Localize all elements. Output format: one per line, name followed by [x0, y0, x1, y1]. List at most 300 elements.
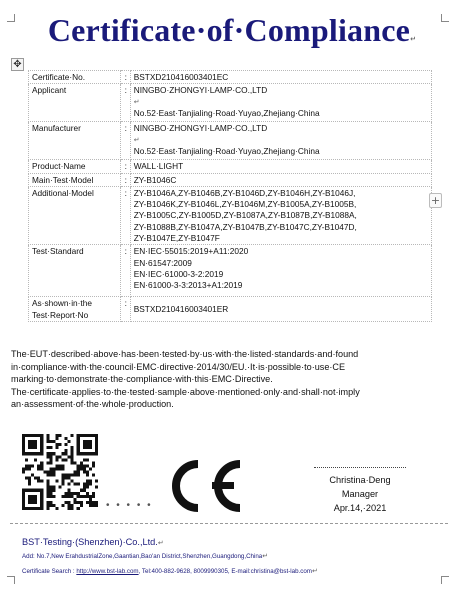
qr-module [28, 480, 31, 483]
footer-company-name: BST·Testing·(Shenzhen)·Co.,Ltd.↵ [22, 537, 164, 547]
dotted-leader: • • • • • [106, 500, 153, 511]
test-standard-line: EN·61547:2009 [133, 257, 192, 268]
qr-module [46, 489, 49, 492]
qr-module [46, 437, 49, 440]
signature-line [314, 467, 406, 468]
qr-module [46, 483, 49, 486]
qr-module [89, 434, 92, 437]
qr-module [34, 495, 37, 498]
move-handle-icon[interactable]: ✥ [11, 58, 24, 71]
paragraph-mark-icon: ↵ [410, 35, 417, 43]
qr-module [65, 452, 68, 455]
qr-module [92, 474, 95, 477]
qr-module [22, 492, 25, 495]
qr-module [55, 437, 58, 440]
qr-module [80, 501, 83, 504]
additional-model-label: Additional·Model [29, 186, 121, 244]
qr-module [22, 501, 25, 504]
table-row [29, 71, 432, 84]
manufacturer-name: NINGBO·ZHONGYI·LAMP·CO.,LTD [133, 123, 268, 134]
qr-module [86, 492, 89, 495]
qr-module [83, 483, 86, 486]
qr-module [40, 449, 43, 452]
qr-module [80, 434, 83, 437]
qr-module [52, 486, 55, 489]
qr-module [89, 443, 92, 446]
qr-module [40, 507, 43, 510]
qr-module [77, 464, 80, 467]
ce-mark-logo [160, 458, 246, 514]
qr-module [95, 504, 98, 507]
qr-module [92, 504, 95, 507]
qr-module [68, 501, 71, 504]
qr-module [65, 458, 68, 461]
compliance-statement [11, 348, 451, 411]
qr-module [49, 492, 52, 495]
qr-module [40, 440, 43, 443]
qr-module [28, 434, 31, 437]
signatory-name: Christina·Deng [329, 475, 391, 485]
manufacturer-value [130, 122, 431, 160]
qr-module [86, 501, 89, 504]
qr-module [68, 507, 71, 510]
qr-module [37, 452, 40, 455]
test-report-no-value: BSTXD210416003401ER [130, 297, 431, 322]
qr-module [71, 455, 74, 458]
qr-module [55, 434, 58, 437]
statement-line: in·compliance·with·the·council·EMC·directive·2014/30/EU.·It·is·possible·to·use·CE [11, 361, 346, 372]
qr-module [49, 455, 52, 458]
qr-module [46, 440, 49, 443]
test-standard-value [130, 245, 431, 297]
qr-module [46, 474, 49, 477]
qr-module [95, 440, 98, 443]
qr-module [40, 501, 43, 504]
footer-separator [10, 523, 448, 524]
qr-module [86, 483, 89, 486]
test-standard-line: EN·IEC·61000-3-2:2019 [133, 268, 224, 279]
qr-module [86, 446, 89, 449]
qr-module [55, 458, 58, 461]
main-test-model-value: ZY-B1046C [130, 173, 431, 186]
table-row [29, 84, 432, 122]
qr-module [40, 489, 43, 492]
qr-module [86, 464, 89, 467]
qr-module [25, 477, 28, 480]
qr-module [40, 504, 43, 507]
qr-module [31, 507, 34, 510]
qr-module [22, 467, 25, 470]
statement-line: an·assessment·of·the·whole·production. [11, 399, 174, 409]
qr-module [89, 504, 92, 507]
qr-module [71, 495, 74, 498]
qr-module [49, 504, 52, 507]
qr-module [40, 492, 43, 495]
qr-module [95, 446, 98, 449]
qr-module [77, 440, 80, 443]
paragraph-mark-icon: ↵ [157, 539, 164, 547]
qr-module [34, 458, 37, 461]
qr-module [31, 446, 34, 449]
qr-module [83, 467, 86, 470]
table-row [29, 122, 432, 160]
qr-module [31, 434, 34, 437]
qr-module [92, 501, 95, 504]
qr-module [55, 480, 58, 483]
qr-module [40, 498, 43, 501]
applicant-name: NINGBO·ZHONGYI·LAMP·CO.,LTD [133, 85, 268, 96]
qr-module [80, 461, 83, 464]
qr-module [49, 458, 52, 461]
certificate-search-label: Certificate Search : [22, 568, 77, 575]
additional-model-line: ZY-B1046K,ZY-B1046L,ZY-B1046M,ZY-B1005A,ZY-B1005B, [133, 199, 357, 210]
paragraph-mark-icon: ↵ [133, 135, 140, 144]
qr-module [77, 446, 80, 449]
qr-module [22, 452, 25, 455]
qr-module [89, 467, 92, 470]
qr-module [31, 443, 34, 446]
qr-module [58, 464, 61, 467]
qr-module [71, 452, 74, 455]
qr-module [37, 464, 40, 467]
qr-module [40, 446, 43, 449]
qr-module [86, 486, 89, 489]
qr-module [74, 483, 77, 486]
qr-module [22, 446, 25, 449]
qr-module [80, 467, 83, 470]
details-table [28, 70, 432, 322]
qr-module [65, 501, 68, 504]
qr-module [92, 495, 95, 498]
qr-module [62, 480, 65, 483]
colon: : [120, 122, 130, 160]
qr-module [46, 492, 49, 495]
qr-module [89, 495, 92, 498]
qr-module [49, 474, 52, 477]
qr-module [46, 446, 49, 449]
qr-module [22, 440, 25, 443]
corner-mark-top-left [7, 14, 15, 22]
qr-module [52, 470, 55, 473]
qr-module [40, 434, 43, 437]
corner-mark-top-right [441, 14, 449, 22]
test-standard-line: EN·61000-3-3:2013+A1:2019 [133, 280, 243, 291]
corner-mark-bottom-left [7, 576, 15, 584]
colon: : [120, 84, 130, 122]
qr-module [71, 461, 74, 464]
table-row [29, 297, 432, 322]
applicant-address: No.52·East·Tanjialing·Road·Yuyao,Zhejiang·China [133, 107, 320, 118]
table-row [29, 173, 432, 186]
qr-module [68, 474, 71, 477]
qr-module [28, 464, 31, 467]
qr-module [37, 477, 40, 480]
qr-module [52, 489, 55, 492]
qr-module [71, 458, 74, 461]
paragraph-mark-icon: ↵ [133, 97, 140, 106]
qr-module [31, 495, 34, 498]
qr-module [25, 458, 28, 461]
qr-module [52, 474, 55, 477]
qr-module [22, 443, 25, 446]
qr-module [28, 495, 31, 498]
qr-module [46, 434, 49, 437]
qr-module [89, 440, 92, 443]
qr-module [55, 467, 58, 470]
qr-module [28, 483, 31, 486]
qr-module [28, 446, 31, 449]
main-test-model-label: Main·Test·Model [29, 173, 121, 186]
qr-module [25, 507, 28, 510]
statement-line: The·EUT·described·above·has·been·tested·by·us·with·the·listed·standards·and·found [11, 349, 359, 359]
qr-module [31, 501, 34, 504]
qr-module [74, 498, 77, 501]
qr-module [58, 467, 61, 470]
footer-contact: Certificate Search : http://www.bst-lab.com, Tel:400-882-9628, 8009990305, E-mail:christina@bst-lab.com↵ [22, 567, 318, 575]
qr-module [83, 446, 86, 449]
qr-module [31, 440, 34, 443]
qr-module [68, 495, 71, 498]
qr-module [77, 483, 80, 486]
qr-module [86, 434, 89, 437]
qr-module [74, 474, 77, 477]
qr-module [28, 501, 31, 504]
qr-module [68, 492, 71, 495]
qr-module [95, 480, 98, 483]
qr-module [49, 501, 52, 504]
qr-module [83, 452, 86, 455]
qr-module [37, 467, 40, 470]
qr-module [49, 446, 52, 449]
applicant-value [130, 84, 431, 122]
qr-module [25, 467, 28, 470]
manufacturer-address: No.52·East·Tanjialing·Road·Yuyao,Zhejiang·China [133, 145, 320, 156]
colon: : [120, 245, 130, 297]
qr-module [58, 486, 61, 489]
qr-module [34, 452, 37, 455]
qr-module [40, 464, 43, 467]
qr-module [62, 458, 65, 461]
qr-module [31, 474, 34, 477]
test-standard-line: EN·IEC·55015:2019+A11:2020 [133, 246, 249, 257]
qr-module [80, 489, 83, 492]
qr-module [86, 458, 89, 461]
qr-module [46, 470, 49, 473]
signatory-role: Manager [341, 489, 379, 499]
qr-module [95, 486, 98, 489]
qr-module [65, 492, 68, 495]
qr-module [86, 470, 89, 473]
qr-module [77, 449, 80, 452]
qr-module [95, 452, 98, 455]
qr-module [95, 437, 98, 440]
qr-module [83, 464, 86, 467]
add-column-icon[interactable]: + [430, 194, 441, 207]
qr-module [77, 452, 80, 455]
qr-module [74, 461, 77, 464]
website-link[interactable]: http://www.bst-lab.com [76, 568, 139, 575]
qr-module [71, 446, 74, 449]
qr-module [49, 495, 52, 498]
qr-module [77, 507, 80, 510]
qr-module [80, 495, 83, 498]
qr-module [52, 504, 55, 507]
qr-module [86, 480, 89, 483]
product-name-value: WALL·LIGHT [130, 160, 431, 173]
qr-module [92, 464, 95, 467]
qr-module [34, 501, 37, 504]
qr-module [28, 507, 31, 510]
qr-module [77, 467, 80, 470]
email-address[interactable]: christina@bst-lab.com [250, 568, 312, 575]
statement-line: The·certificate·applies·to·the·tested·sample·above·mentioned·only·and·shall·not·imply [11, 386, 360, 397]
qr-module [68, 483, 71, 486]
qr-module [71, 507, 74, 510]
additional-model-line: ZY-B1088B,ZY-B1047A,ZY-B1047B,ZY-B1047C,ZY-B1047D, [133, 221, 357, 232]
qr-module [22, 470, 25, 473]
qr-module [80, 452, 83, 455]
qr-module [83, 495, 86, 498]
qr-module [31, 452, 34, 455]
qr-module [65, 437, 68, 440]
qr-module [77, 474, 80, 477]
qr-module [28, 452, 31, 455]
qr-module [55, 446, 58, 449]
qr-module [77, 443, 80, 446]
qr-module [28, 467, 31, 470]
qr-module [37, 480, 40, 483]
qr-module [95, 449, 98, 452]
qr-module [52, 452, 55, 455]
qr-module [49, 467, 52, 470]
qr-module [34, 434, 37, 437]
qr-module [40, 495, 43, 498]
qr-module [49, 470, 52, 473]
qr-module [37, 507, 40, 510]
qr-module [74, 470, 77, 473]
additional-model-line: ZY-B1047E,ZY-B1047F [133, 233, 220, 244]
qr-module [49, 489, 52, 492]
qr-module [89, 498, 92, 501]
qr-module [49, 461, 52, 464]
qr-module [71, 492, 74, 495]
qr-module [89, 501, 92, 504]
qr-module [65, 443, 68, 446]
qr-module [34, 443, 37, 446]
certificate-title-text: Certificate·of·Compliance [47, 12, 411, 48]
qr-module [77, 495, 80, 498]
additional-model-value [130, 186, 431, 244]
qr-module [40, 480, 43, 483]
qr-module [28, 440, 31, 443]
paragraph-mark-icon: ↵ [262, 552, 269, 560]
qr-module [49, 486, 52, 489]
qr-module [65, 495, 68, 498]
qr-module [40, 443, 43, 446]
qr-module [77, 434, 80, 437]
qr-module [37, 434, 40, 437]
qr-module [77, 501, 80, 504]
qr-module [83, 440, 86, 443]
qr-module [83, 443, 86, 446]
colon: : [120, 186, 130, 244]
qr-module [77, 437, 80, 440]
qr-module [86, 495, 89, 498]
qr-module [55, 443, 58, 446]
qr-module [40, 461, 43, 464]
qr-module [43, 470, 46, 473]
test-report-no-label: As·shown·in·the Test·Report·No [29, 297, 121, 322]
qr-module [86, 443, 89, 446]
qr-module [71, 504, 74, 507]
qr-module [89, 480, 92, 483]
phone-and-email-label: Tel:400-882-9628, 8009990305, E-mail: [141, 568, 251, 575]
qr-module [62, 483, 65, 486]
qr-module [86, 440, 89, 443]
qr-module [62, 504, 65, 507]
qr-module [80, 504, 83, 507]
qr-module [68, 477, 71, 480]
qr-module [46, 461, 49, 464]
statement-line: marking·to·demonstrate·the·compliance·with·this·EMC·Directive. [11, 374, 273, 384]
qr-module [22, 489, 25, 492]
qr-module [49, 452, 52, 455]
qr-module [25, 489, 28, 492]
qr-module [31, 498, 34, 501]
qr-module [68, 440, 71, 443]
qr-module [68, 504, 71, 507]
colon: : [120, 173, 130, 186]
colon: : [120, 297, 130, 322]
signature-date: Apr.14,·2021 [333, 503, 387, 513]
qr-module [77, 470, 80, 473]
qr-module [49, 440, 52, 443]
paragraph-mark-icon: ↵ [311, 567, 318, 575]
qr-module [86, 474, 89, 477]
qr-module [46, 455, 49, 458]
qr-module [22, 498, 25, 501]
manufacturer-label: Manufacturer [29, 122, 121, 160]
qr-module [31, 489, 34, 492]
qr-module [83, 489, 86, 492]
qr-module [71, 480, 74, 483]
footer-address: Add: No.7,New ErahdustrialZone,Gaantian,Bao'an District,Shenzhen,Guangdong,China↵ [22, 552, 269, 560]
qr-module [22, 495, 25, 498]
qr-module [83, 486, 86, 489]
qr-module [40, 452, 43, 455]
qr-module [28, 498, 31, 501]
qr-module [52, 440, 55, 443]
qr-module [46, 504, 49, 507]
qr-module [62, 474, 65, 477]
qr-module [46, 507, 49, 510]
qr-module [89, 446, 92, 449]
qr-module [86, 452, 89, 455]
qr-module [46, 452, 49, 455]
qr-module [89, 452, 92, 455]
qr-module [40, 467, 43, 470]
qr-module [34, 507, 37, 510]
qr-module [92, 434, 95, 437]
additional-model-line: ZY-B1005C,ZY-B1005D,ZY-B1087A,ZY-B1087B,ZY-B1088A, [133, 210, 357, 221]
qr-module [34, 489, 37, 492]
qr-module [95, 443, 98, 446]
qr-module [77, 492, 80, 495]
qr-module [55, 507, 58, 510]
qr-module [83, 434, 86, 437]
qr-module [92, 461, 95, 464]
qr-module [22, 504, 25, 507]
